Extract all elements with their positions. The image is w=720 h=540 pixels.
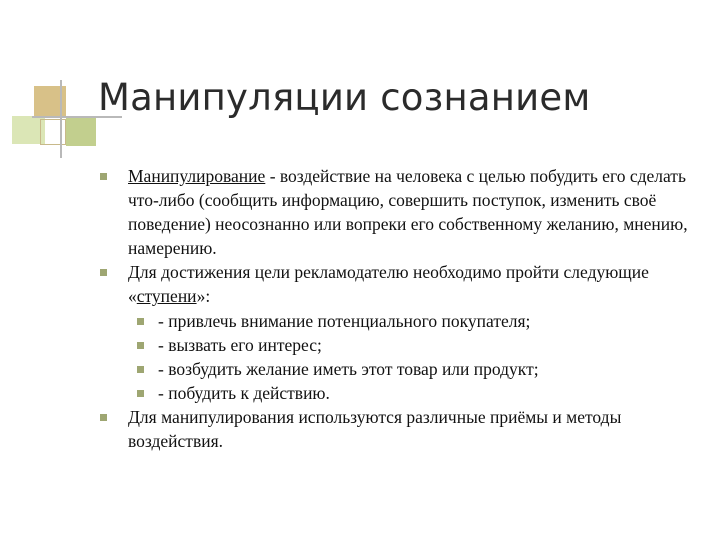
slide-body bbox=[98, 164, 708, 453]
term-manipulation: Манипулирование bbox=[128, 166, 266, 186]
sub-item-text: - возбудить желание иметь этот товар или продукт; bbox=[158, 358, 539, 379]
sub-item-text: - побудить к действию. bbox=[158, 382, 330, 403]
bullet-item-methods bbox=[98, 405, 708, 453]
sub-item bbox=[98, 357, 708, 381]
steps-intro-text: Для достижения цели рекламодателю необходимо пройти следующие « bbox=[128, 262, 649, 307]
square-bullet-icon bbox=[100, 414, 107, 421]
decor-vertical-line bbox=[60, 80, 62, 158]
decor-square-green bbox=[66, 116, 96, 146]
steps-intro-suffix: »: bbox=[196, 286, 211, 307]
decor-square-outline bbox=[40, 119, 66, 145]
sub-item bbox=[98, 381, 708, 405]
square-bullet-icon bbox=[137, 390, 144, 397]
bullet-item-definition bbox=[98, 164, 708, 260]
definition-text: - воздействие на человека с целью побудить его сделать что-либо (сообщить информацию, совершить поступок, изменить своё поведение) неосознанно или вопреки его собственному желанию, мнению, намерению. bbox=[128, 166, 688, 259]
square-bullet-icon bbox=[100, 173, 107, 180]
square-bullet-icon bbox=[137, 342, 144, 349]
sub-item bbox=[98, 333, 708, 357]
sub-item-text: - вызвать его интерес; bbox=[158, 334, 322, 355]
square-bullet-icon bbox=[137, 318, 144, 325]
bullet-item-steps bbox=[98, 260, 708, 308]
methods-text: Для манипулирования используются различные приёмы и методы воздействия. bbox=[128, 406, 622, 452]
square-bullet-icon bbox=[137, 366, 144, 373]
term-steps: ступени bbox=[136, 286, 197, 307]
slide-title: Манипуляции сознанием bbox=[98, 76, 591, 119]
sub-item-text: - привлечь внимание потенциального покупателя; bbox=[158, 310, 531, 331]
square-bullet-icon bbox=[100, 269, 107, 276]
sub-item bbox=[98, 309, 708, 333]
